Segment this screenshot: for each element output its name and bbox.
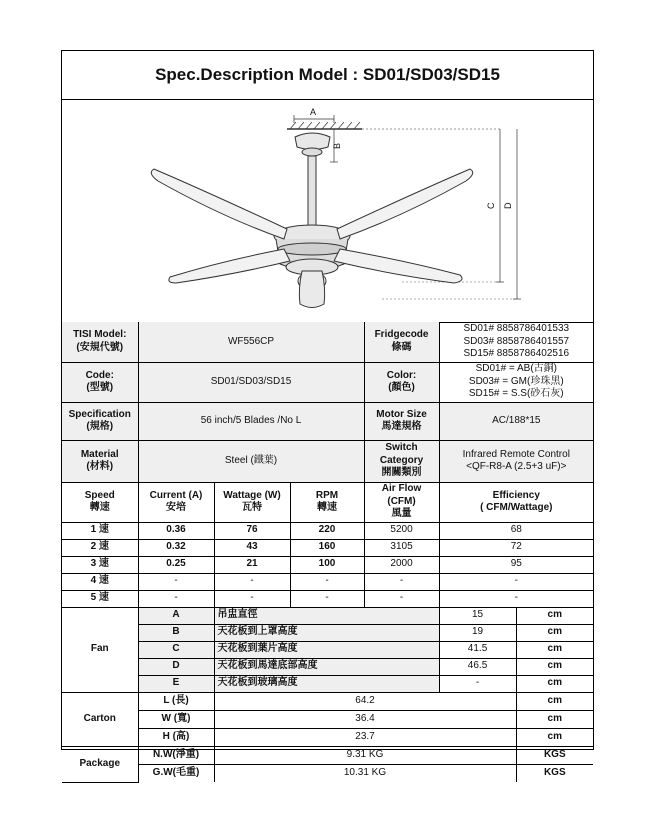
fan-desc: 天花板到葉片高度	[214, 641, 439, 658]
rpm-cell: 100	[290, 556, 364, 573]
tisi-label-cell: TISI Model: (安規代號)	[62, 322, 138, 362]
airflow-cell: 3105	[364, 539, 439, 556]
wattage-cell: -	[214, 590, 290, 607]
fridgecode-values: SD01# 8858786401533 SD03# 8858786401557 SD15# 8858786402516	[439, 322, 593, 362]
rpm-cell: -	[290, 573, 364, 590]
speed-row	[62, 556, 593, 573]
efficiency-cell: 72	[439, 539, 593, 556]
package-value: 10.31 KG	[214, 764, 516, 782]
carton-group-label: Carton	[62, 692, 138, 746]
carton-value: 64.2	[214, 692, 516, 710]
motor-label-cell: Motor Size 馬達規格	[364, 402, 439, 440]
carton-value: 36.4	[214, 710, 516, 728]
fan-unit: cm	[516, 658, 593, 675]
airflow-cell: -	[364, 573, 439, 590]
spec-value: 56 inch/5 Blades /No L	[138, 402, 364, 440]
switch-value: Infrared Remote Control <QF-R8-A (2.5+3 uF)>	[439, 440, 593, 482]
carton-unit: cm	[516, 710, 593, 728]
package-group-label: Package	[62, 746, 138, 782]
speed-header: Speed 轉速	[62, 482, 138, 522]
efficiency-header: Efficiency ( CFM/Wattage)	[439, 482, 593, 522]
speed-row	[62, 522, 593, 539]
fan-value: 41.5	[439, 641, 516, 658]
code-value: SD01/SD03/SD15	[138, 362, 364, 402]
carton-value: 23.7	[214, 728, 516, 746]
switch-label-cell: Switch Category 開關類別	[364, 440, 439, 482]
wattage-cell: 76	[214, 522, 290, 539]
carton-key: H (高)	[138, 728, 214, 746]
fan-desc: 天花板到玻璃高度	[214, 675, 439, 692]
speed-row	[62, 590, 593, 607]
fan-diagram	[62, 99, 593, 323]
speed-cell: 2 速	[62, 539, 138, 556]
fan-desc: 天花板到馬達底部高度	[214, 658, 439, 675]
fan-desc: 天花板到上罩高度	[214, 624, 439, 641]
tisi-value: WF556CP	[138, 322, 364, 362]
current-cell: -	[138, 573, 214, 590]
carton-key: W (寬)	[138, 710, 214, 728]
fan-group-label: Fan	[62, 607, 138, 692]
efficiency-cell: 68	[439, 522, 593, 539]
spec-table	[62, 322, 593, 783]
material-label-cell: Material (材料)	[62, 440, 138, 482]
wattage-header: Wattage (W) 瓦特	[214, 482, 290, 522]
color-label-cell: Color: (顏色)	[364, 362, 439, 402]
fan-value: 19	[439, 624, 516, 641]
package-key: G.W(毛重)	[138, 764, 214, 782]
fan-key: E	[138, 675, 214, 692]
dim-label-b: B	[332, 142, 342, 149]
speed-cell: 3 速	[62, 556, 138, 573]
wattage-cell: 21	[214, 556, 290, 573]
fan-key: A	[138, 607, 214, 624]
package-unit: KGS	[516, 746, 593, 764]
sheet-title: Spec.Description Model : SD01/SD03/SD15	[62, 51, 593, 100]
speed-row	[62, 573, 593, 590]
current-cell: -	[138, 590, 214, 607]
fridgecode-label-cell: Fridgecode 條碼	[364, 322, 439, 362]
wattage-cell: 43	[214, 539, 290, 556]
material-value: Steel (鐵葉)	[138, 440, 364, 482]
fan-unit: cm	[516, 675, 593, 692]
fan-key: B	[138, 624, 214, 641]
package-value: 9.31 KG	[214, 746, 516, 764]
speed-cell: 5 速	[62, 590, 138, 607]
airflow-cell: 5200	[364, 522, 439, 539]
fan-desc: 吊盅直徑	[214, 607, 439, 624]
ceiling-fan-drawing	[62, 99, 593, 322]
current-cell: 0.32	[138, 539, 214, 556]
speed-row	[62, 539, 593, 556]
airflow-header: Air Flow (CFM) 風量	[364, 482, 439, 522]
fan-value: 46.5	[439, 658, 516, 675]
fan-key: D	[138, 658, 214, 675]
efficiency-cell: 95	[439, 556, 593, 573]
speed-cell: 1 速	[62, 522, 138, 539]
dim-label-d: D	[503, 202, 513, 209]
dim-label-a: A	[310, 107, 317, 117]
rpm-cell: 220	[290, 522, 364, 539]
rpm-cell: -	[290, 590, 364, 607]
carton-unit: cm	[516, 692, 593, 710]
rpm-cell: 160	[290, 539, 364, 556]
dim-label-c: C	[486, 202, 496, 209]
spec-sheet	[61, 50, 594, 778]
motor-value: AC/188*15	[439, 402, 593, 440]
current-header: Current (A) 安培	[138, 482, 214, 522]
efficiency-cell: -	[439, 590, 593, 607]
wattage-cell: -	[214, 573, 290, 590]
fan-value: 15	[439, 607, 516, 624]
airflow-cell: -	[364, 590, 439, 607]
package-key: N.W(淨重)	[138, 746, 214, 764]
fan-unit: cm	[516, 641, 593, 658]
fan-value: -	[439, 675, 516, 692]
carton-key: L (長)	[138, 692, 214, 710]
fan-unit: cm	[516, 624, 593, 641]
current-cell: 0.25	[138, 556, 214, 573]
package-unit: KGS	[516, 764, 593, 782]
spec-label-cell: Specification (規格)	[62, 402, 138, 440]
rpm-header: RPM 轉速	[290, 482, 364, 522]
fan-unit: cm	[516, 607, 593, 624]
current-cell: 0.36	[138, 522, 214, 539]
speed-cell: 4 速	[62, 573, 138, 590]
carton-unit: cm	[516, 728, 593, 746]
efficiency-cell: -	[439, 573, 593, 590]
color-values: SD01# = AB(古銅) SD03# = GM(珍珠黑) SD15# = S.S(砂石灰)	[439, 362, 593, 402]
fan-key: C	[138, 641, 214, 658]
code-label-cell: Code: (型號)	[62, 362, 138, 402]
airflow-cell: 2000	[364, 556, 439, 573]
